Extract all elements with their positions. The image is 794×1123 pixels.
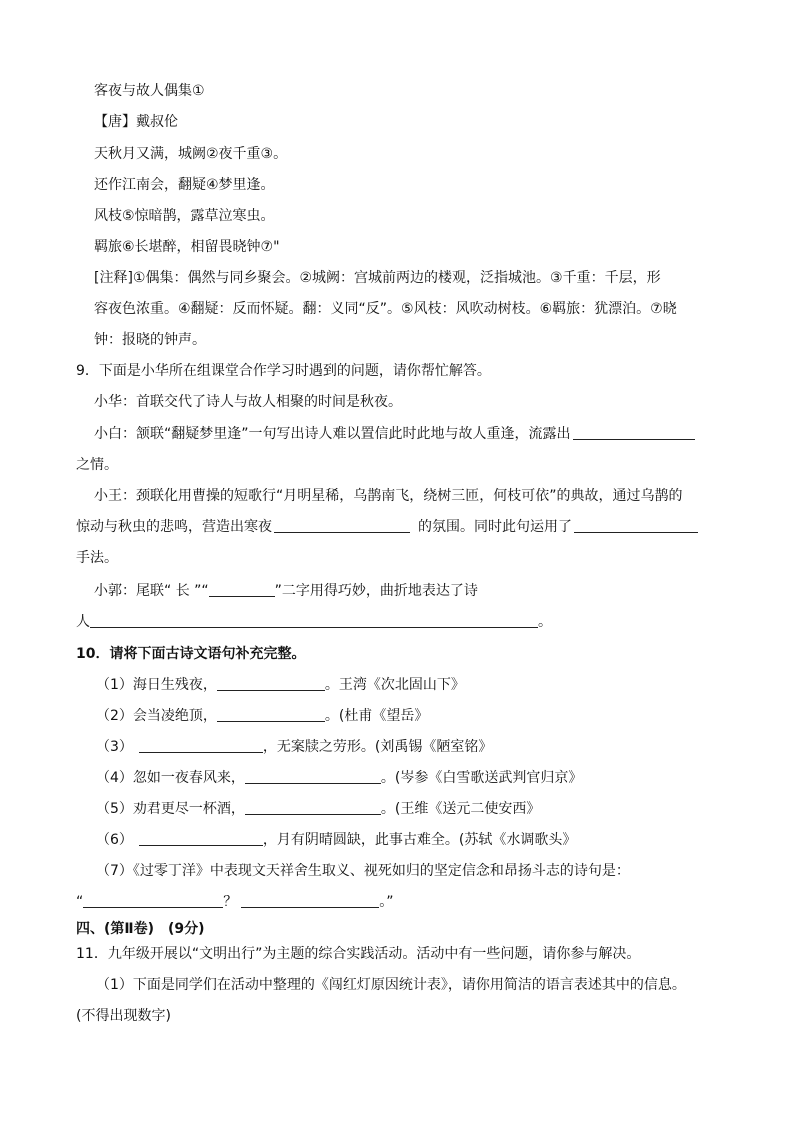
q9-xiaoguo-text: 人 xyxy=(76,614,90,630)
q9-xiaobai-text: 小白：颔联“翻疑梦里逢”一句写出诗人难以置信此时此地与故人重逢，流露出 xyxy=(94,426,571,442)
q9-xiaowang-tail: 手法。 xyxy=(76,550,118,566)
q9-xiaoguo xyxy=(94,581,478,601)
answer-blank[interactable] xyxy=(209,582,275,597)
q10-item-text: （6） xyxy=(96,832,133,848)
answer-blank[interactable] xyxy=(574,518,698,533)
q9-xiaowang-text: 惊动与秋虫的悲鸣，营造出寒夜 xyxy=(76,519,272,535)
poem-author: 【唐】戴叔伦 xyxy=(94,114,178,130)
q10-item xyxy=(96,768,582,788)
q10-item-7: （7）《过零丁洋》中表现文天祥舍生取义、视死如归的坚定信念和昂扬斗志的诗句是： xyxy=(96,863,630,879)
q9-xiaohua: 小华：首联交代了诗人与故人相聚的时间是秋夜。 xyxy=(94,394,402,410)
answer-blank[interactable] xyxy=(241,893,379,908)
answer-blank[interactable] xyxy=(573,425,695,440)
q10-item-text: （3） xyxy=(96,739,133,755)
question-11-note: (不得出现数字) xyxy=(76,1008,171,1024)
answer-blank[interactable] xyxy=(217,676,325,691)
q10-item-text: 。(岑参《白雪歌送武判官归京》 xyxy=(380,770,583,786)
question-9-stem: 9．下面是小华所在组课堂合作学习时遇到的问题，请你帮忙解答。 xyxy=(76,363,491,379)
q10-item-text: 。(杜甫《望岳》 xyxy=(324,708,429,724)
question-mark: ？ xyxy=(223,894,238,910)
poem-line: 天秋月又满，城阙②夜千重③。 xyxy=(94,146,288,162)
q9-xiaowang-text: 的氛围。同时此句运用了 xyxy=(418,519,572,535)
quote-open: “ xyxy=(76,894,84,910)
answer-blank[interactable] xyxy=(83,893,223,908)
q10-item xyxy=(96,830,576,850)
poem-line: 风枝⑤惊暗鹊，露草泣寒虫。 xyxy=(94,208,275,224)
q9-xiaowang: 小王：颈联化用曹操的短歌行“月明星稀，乌鹊南飞，绕树三匝，何枝可依”的典故，通过乌鹊的 xyxy=(94,488,683,504)
q10-item-7-answer xyxy=(76,892,394,912)
poem-title: 客夜与故人偶集① xyxy=(94,83,205,99)
q9-xiaoguo-text: 。 xyxy=(538,614,552,630)
q9-xiaoguo-text: 小郭：尾联“ 长 ”“ xyxy=(94,583,209,599)
question-11-part-1: （1）下面是同学们在活动中整理的《闯红灯原因统计表》，请你用简洁的语言表述其中的信息。 xyxy=(96,977,686,993)
poem-notes: 钟：报晓的钟声。 xyxy=(94,332,206,348)
question-10-stem: 10．请将下面古诗文语句补充完整。 xyxy=(76,646,306,662)
q10-item xyxy=(96,799,540,819)
q10-item-text: （1）海日生残夜， xyxy=(96,677,217,693)
section-heading: 四、(第Ⅱ卷) (9分) xyxy=(76,921,205,937)
answer-blank[interactable] xyxy=(139,738,263,753)
q10-item-text: （5）劝君更尽一杯酒， xyxy=(96,801,245,817)
answer-blank[interactable] xyxy=(245,769,381,784)
q9-xiaowang-2 xyxy=(76,517,698,537)
q10-item-text: ，无案牍之劳形。(刘禹锡《陋室铭》 xyxy=(262,739,493,755)
q10-item xyxy=(96,737,492,757)
answer-blank[interactable] xyxy=(217,707,325,722)
answer-blank[interactable] xyxy=(90,613,538,628)
q10-item-text: ，月有阴晴圆缺，此事古难全。(苏轼《水调歌头》 xyxy=(262,832,577,848)
q9-xiaobai-tail: 之情。 xyxy=(76,457,118,473)
q10-item-text: （4）忽如一夜春风来， xyxy=(96,770,245,786)
answer-blank[interactable] xyxy=(274,518,410,533)
poem-line: 羁旅⑥长堪醉，相留畏晓钟⑦" xyxy=(94,239,280,255)
answer-blank[interactable] xyxy=(245,800,381,815)
q9-xiaoguo-2 xyxy=(76,612,552,632)
q9-xiaobai xyxy=(94,424,695,444)
q10-item xyxy=(96,675,465,695)
q10-item-text: （2）会当凌绝顶， xyxy=(96,708,217,724)
poem-notes: 容夜色浓重。④翻疑：反而怀疑。翻：义同“反”。⑤风枝：风吹动树枝。⑥羁旅：犹漂泊。⑦晓 xyxy=(94,301,677,317)
q9-xiaoguo-text: ”二字用得巧妙，曲折地表达了诗 xyxy=(274,583,478,599)
poem-notes: [注释]①偶集：偶然与同乡聚会。②城阙：宫城前两边的楼观，泛指城池。③千重：千层，形 xyxy=(94,270,661,286)
answer-blank[interactable] xyxy=(139,831,263,846)
q10-item-text: 。(王维《送元二使安西》 xyxy=(380,801,541,817)
quote-close: 。” xyxy=(379,894,394,910)
q10-item xyxy=(96,706,428,726)
poem-line: 还作江南会，翻疑④梦里逢。 xyxy=(94,177,275,193)
q10-item-text: 。王湾《次北固山下》 xyxy=(324,677,465,693)
question-11-stem: 11．九年级开展以“文明出行”为主题的综合实践活动。活动中有一些问题，请你参与解决。 xyxy=(76,946,641,962)
